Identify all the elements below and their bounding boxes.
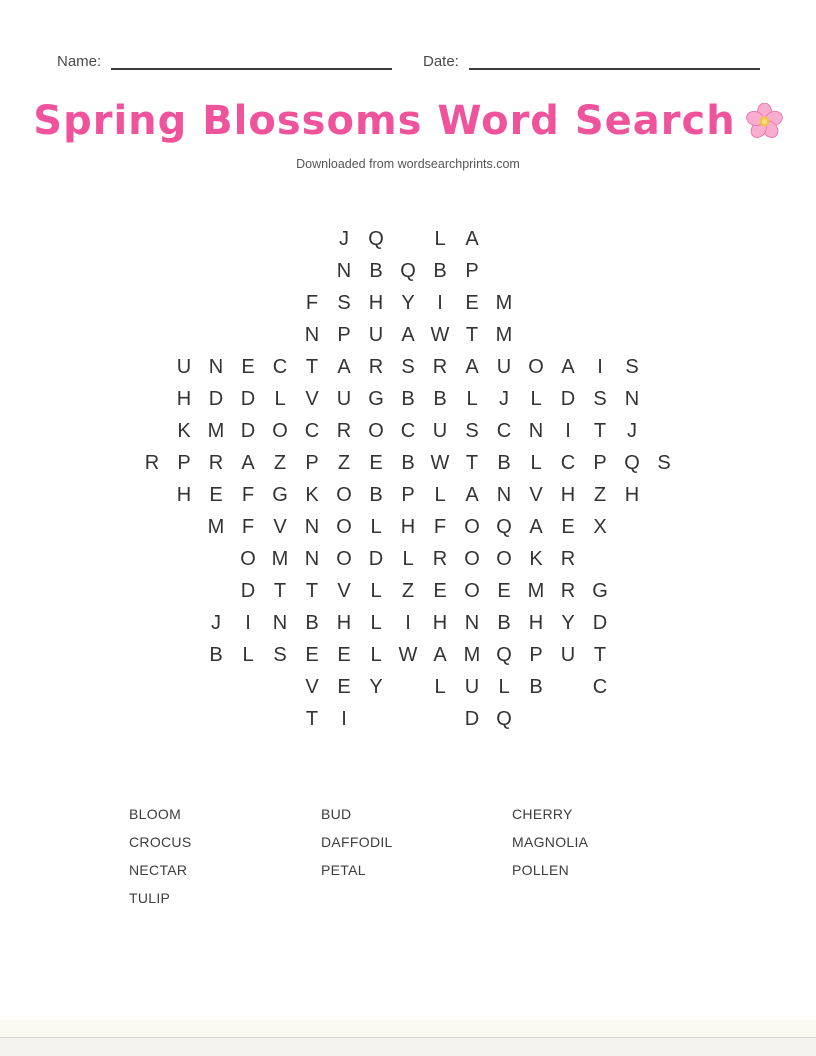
grid-cell: I — [405, 611, 411, 634]
grid-cell: L — [530, 387, 542, 410]
grid-cell — [136, 607, 168, 639]
grid-cell: A — [465, 355, 479, 378]
grid-cell: D — [464, 707, 480, 730]
grid-cell: B — [497, 611, 511, 634]
grid-cell: M — [207, 515, 225, 538]
grid-cell: E — [433, 579, 447, 602]
grid-cell — [200, 671, 232, 703]
grid-cell: J — [339, 227, 349, 250]
grid-cell: U — [464, 675, 480, 698]
grid-cell: C — [400, 419, 416, 442]
grid-cell — [648, 703, 680, 735]
grid-cell: H — [432, 611, 448, 634]
grid-cell: A — [337, 355, 351, 378]
grid-cell — [648, 351, 680, 383]
grid-cell — [552, 671, 584, 703]
grid-cell: F — [433, 515, 447, 538]
grid-cell: H — [624, 483, 640, 506]
grid-cell — [616, 671, 648, 703]
grid-cell — [168, 319, 200, 351]
grid-cell: M — [463, 643, 481, 666]
grid-cell: E — [465, 291, 479, 314]
grid-cell: K — [177, 419, 191, 442]
grid-cell: E — [561, 515, 575, 538]
grid-cell: N — [272, 611, 288, 634]
grid-cell: L — [242, 643, 254, 666]
grid-cell: B — [497, 451, 511, 474]
grid-cell: K — [529, 547, 543, 570]
grid-cell: S — [465, 419, 479, 442]
grid-cell: B — [209, 643, 223, 666]
grid-cell: P — [177, 451, 191, 474]
grid-cell — [648, 287, 680, 319]
grid-cell — [168, 671, 200, 703]
grid-cell — [648, 319, 680, 351]
grid-cell — [520, 287, 552, 319]
cherry-blossom-icon — [746, 103, 783, 140]
grid-cell: Q — [400, 259, 416, 282]
grid-cell — [584, 287, 616, 319]
grid-cell — [616, 511, 648, 543]
grid-cell: E — [337, 643, 351, 666]
grid-cell — [200, 319, 232, 351]
grid-cell: C — [272, 355, 288, 378]
grid-cell: O — [464, 547, 480, 570]
grid-cell — [136, 351, 168, 383]
grid-cell: T — [593, 419, 607, 442]
grid-cell — [520, 255, 552, 287]
grid-cell: Q — [496, 643, 512, 666]
word-list-item: CROCUS — [129, 834, 192, 850]
grid-cell: V — [529, 483, 543, 506]
grid-cell: M — [207, 419, 225, 442]
page-bottom-gray-band — [0, 1037, 816, 1056]
grid-cell — [616, 543, 648, 575]
word-list-item: PETAL — [321, 862, 366, 878]
grid-cell: P — [593, 451, 607, 474]
grid-cell: Q — [368, 227, 384, 250]
grid-cell: I — [341, 707, 347, 730]
grid-cell — [584, 319, 616, 351]
grid-cell: B — [305, 611, 319, 634]
grid-cell — [168, 575, 200, 607]
grid-cell: H — [400, 515, 416, 538]
grid-cell — [584, 223, 616, 255]
grid-cell — [168, 287, 200, 319]
grid-cell: T — [305, 707, 319, 730]
grid-cell — [168, 543, 200, 575]
grid-cell — [136, 223, 168, 255]
grid-cell — [136, 543, 168, 575]
grid-cell: Y — [561, 611, 575, 634]
grid-cell: O — [464, 579, 480, 602]
grid-cell: G — [592, 579, 608, 602]
grid-cell: F — [305, 291, 319, 314]
grid-cell: B — [529, 675, 543, 698]
grid-cell: H — [368, 291, 384, 314]
grid-cell: M — [271, 547, 289, 570]
grid-cell: N — [464, 611, 480, 634]
grid-cell — [264, 671, 296, 703]
grid-cell — [616, 319, 648, 351]
grid-cell: C — [496, 419, 512, 442]
name-field — [57, 52, 392, 72]
grid-cell: O — [464, 515, 480, 538]
grid-cell — [136, 415, 168, 447]
grid-cell: E — [497, 579, 511, 602]
grid-cell: M — [527, 579, 545, 602]
grid-cell: K — [305, 483, 319, 506]
grid-cell — [296, 255, 328, 287]
grid-cell: R — [432, 547, 448, 570]
grid-cell: L — [370, 579, 382, 602]
grid-cell: S — [273, 643, 287, 666]
grid-cell — [584, 255, 616, 287]
grid-cell — [264, 703, 296, 735]
grid-cell — [232, 319, 264, 351]
grid-cell: B — [369, 483, 383, 506]
grid-cell — [648, 607, 680, 639]
grid-cell — [392, 223, 424, 255]
grid-cell: A — [561, 355, 575, 378]
grid-cell — [200, 703, 232, 735]
grid-cell — [424, 703, 456, 735]
grid-cell — [136, 671, 168, 703]
grid-cell: T — [465, 323, 479, 346]
grid-cell: Y — [369, 675, 383, 698]
word-list-item: DAFFODIL — [321, 834, 393, 850]
grid-cell: A — [241, 451, 255, 474]
grid-cell: Q — [624, 451, 640, 474]
grid-cell: E — [209, 483, 223, 506]
grid-cell: L — [370, 643, 382, 666]
grid-cell: L — [466, 387, 478, 410]
grid-cell — [136, 703, 168, 735]
grid-cell: U — [496, 355, 512, 378]
grid-cell: N — [304, 515, 320, 538]
grid-cell: D — [240, 387, 256, 410]
grid-cell — [648, 639, 680, 671]
grid-cell — [136, 511, 168, 543]
grid-cell — [136, 479, 168, 511]
grid-cell: U — [336, 387, 352, 410]
grid-cell — [584, 703, 616, 735]
grid-cell: R — [368, 355, 384, 378]
grid-cell — [616, 575, 648, 607]
grid-cell — [200, 223, 232, 255]
grid-cell — [552, 319, 584, 351]
grid-cell: R — [336, 419, 352, 442]
grid-cell: L — [498, 675, 510, 698]
grid-cell: H — [560, 483, 576, 506]
grid-cell — [648, 223, 680, 255]
grid-cell — [360, 703, 392, 735]
grid-cell: P — [529, 643, 543, 666]
grid-cell: L — [274, 387, 286, 410]
grid-cell — [648, 255, 680, 287]
grid-cell: L — [370, 611, 382, 634]
grid-cell: C — [592, 675, 608, 698]
grid-cell: Q — [496, 707, 512, 730]
grid-cell — [232, 287, 264, 319]
grid-cell: I — [245, 611, 251, 634]
grid-cell: N — [304, 323, 320, 346]
source-credit: Downloaded from wordsearchprints.com — [296, 157, 520, 171]
name-label: Name: — [57, 53, 102, 70]
grid-cell: R — [560, 579, 576, 602]
grid-cell: V — [305, 675, 319, 698]
grid-cell: L — [402, 547, 414, 570]
grid-cell: I — [437, 291, 443, 314]
grid-cell: W — [430, 323, 450, 346]
grid-cell: O — [272, 419, 288, 442]
grid-cell — [552, 287, 584, 319]
grid-cell — [616, 255, 648, 287]
grid-cell: W — [430, 451, 450, 474]
grid-cell: F — [241, 515, 255, 538]
grid-cell — [648, 671, 680, 703]
grid-cell — [168, 255, 200, 287]
grid-cell — [616, 703, 648, 735]
grid-cell — [616, 287, 648, 319]
grid-cell: H — [336, 611, 352, 634]
grid-cell: D — [560, 387, 576, 410]
grid-cell: N — [624, 387, 640, 410]
grid-cell: D — [368, 547, 384, 570]
grid-cell: S — [625, 355, 639, 378]
grid-cell — [296, 223, 328, 255]
page-title-text: Spring Blossoms Word Search — [33, 98, 736, 144]
grid-cell: V — [337, 579, 351, 602]
grid-cell: D — [240, 579, 256, 602]
grid-cell: P — [401, 483, 415, 506]
word-list-item: NECTAR — [129, 862, 188, 878]
grid-cell — [584, 543, 616, 575]
grid-cell: X — [593, 515, 607, 538]
word-list — [129, 800, 712, 912]
grid-cell: P — [337, 323, 351, 346]
word-list-item: BUD — [321, 806, 352, 822]
grid-cell — [136, 575, 168, 607]
grid-cell: U — [368, 323, 384, 346]
grid-cell: R — [144, 451, 160, 474]
grid-cell — [616, 639, 648, 671]
grid-cell: N — [336, 259, 352, 282]
grid-cell — [168, 607, 200, 639]
grid-cell: L — [434, 227, 446, 250]
page-title — [0, 96, 816, 146]
grid-cell: U — [560, 643, 576, 666]
grid-cell — [552, 255, 584, 287]
grid-cell — [232, 223, 264, 255]
grid-cell: N — [208, 355, 224, 378]
grid-cell — [136, 383, 168, 415]
grid-cell: J — [499, 387, 509, 410]
grid-cell: Z — [273, 451, 287, 474]
grid-cell — [520, 319, 552, 351]
grid-cell: V — [305, 387, 319, 410]
grid-cell: D — [240, 419, 256, 442]
grid-cell: U — [176, 355, 192, 378]
grid-cell — [136, 287, 168, 319]
grid-cell: P — [465, 259, 479, 282]
grid-cell — [648, 415, 680, 447]
grid-cell — [552, 223, 584, 255]
grid-cell — [648, 383, 680, 415]
grid-cell: Z — [337, 451, 351, 474]
grid-cell: A — [401, 323, 415, 346]
grid-cell — [616, 607, 648, 639]
grid-cell: T — [305, 355, 319, 378]
grid-cell — [264, 287, 296, 319]
grid-cell: A — [465, 483, 479, 506]
grid-cell: L — [370, 515, 382, 538]
grid-cell — [648, 543, 680, 575]
word-search-grid — [136, 223, 680, 735]
grid-cell — [232, 671, 264, 703]
grid-cell: O — [336, 483, 352, 506]
grid-cell: C — [304, 419, 320, 442]
grid-cell: G — [272, 483, 288, 506]
grid-cell: I — [597, 355, 603, 378]
grid-cell: J — [627, 419, 637, 442]
grid-cell: S — [593, 387, 607, 410]
grid-cell — [200, 575, 232, 607]
grid-cell: D — [592, 611, 608, 634]
grid-cell: G — [368, 387, 384, 410]
grid-cell: T — [273, 579, 287, 602]
grid-cell: V — [273, 515, 287, 538]
grid-cell — [136, 639, 168, 671]
grid-cell: H — [176, 483, 192, 506]
grid-cell — [552, 703, 584, 735]
grid-cell: B — [433, 259, 447, 282]
grid-cell — [616, 223, 648, 255]
grid-cell: R — [208, 451, 224, 474]
grid-cell — [392, 703, 424, 735]
grid-cell — [232, 255, 264, 287]
word-list-item: TULIP — [129, 890, 171, 906]
grid-cell: J — [211, 611, 221, 634]
word-list-item: MAGNOLIA — [512, 834, 589, 850]
grid-cell: O — [336, 515, 352, 538]
date-label: Date: — [423, 53, 459, 70]
grid-cell: E — [305, 643, 319, 666]
grid-cell: I — [565, 419, 571, 442]
grid-cell: F — [241, 483, 255, 506]
grid-cell: Z — [401, 579, 415, 602]
grid-cell: U — [432, 419, 448, 442]
grid-cell: S — [657, 451, 671, 474]
grid-cell: R — [560, 547, 576, 570]
grid-cell: O — [240, 547, 256, 570]
grid-cell: S — [337, 291, 351, 314]
word-list-item: CHERRY — [512, 806, 573, 822]
date-field — [423, 52, 760, 72]
grid-cell — [264, 255, 296, 287]
grid-cell: R — [432, 355, 448, 378]
grid-cell — [168, 511, 200, 543]
grid-cell: L — [434, 483, 446, 506]
grid-cell: H — [176, 387, 192, 410]
name-blank-line — [111, 52, 392, 70]
grid-cell: T — [465, 451, 479, 474]
grid-cell: Z — [593, 483, 607, 506]
grid-cell — [200, 287, 232, 319]
grid-cell: E — [369, 451, 383, 474]
grid-cell — [264, 319, 296, 351]
grid-cell: O — [496, 547, 512, 570]
grid-cell — [648, 575, 680, 607]
grid-cell — [136, 319, 168, 351]
grid-cell: E — [241, 355, 255, 378]
grid-cell — [648, 511, 680, 543]
grid-cell: N — [528, 419, 544, 442]
grid-cell: D — [208, 387, 224, 410]
date-blank-line — [469, 52, 760, 70]
grid-cell: O — [528, 355, 544, 378]
grid-cell — [168, 223, 200, 255]
word-list-item: BLOOM — [129, 806, 182, 822]
grid-cell: P — [305, 451, 319, 474]
grid-cell — [488, 255, 520, 287]
grid-cell: H — [528, 611, 544, 634]
grid-cell — [648, 479, 680, 511]
grid-cell — [392, 671, 424, 703]
grid-cell — [264, 223, 296, 255]
word-list-item: POLLEN — [512, 862, 570, 878]
grid-cell — [136, 255, 168, 287]
grid-cell: B — [401, 387, 415, 410]
grid-cell — [232, 703, 264, 735]
grid-cell: N — [304, 547, 320, 570]
grid-cell: E — [337, 675, 351, 698]
grid-cell: L — [530, 451, 542, 474]
grid-cell: Y — [401, 291, 415, 314]
grid-cell: B — [401, 451, 415, 474]
grid-cell — [488, 223, 520, 255]
grid-cell: M — [495, 291, 513, 314]
grid-cell: M — [495, 323, 513, 346]
grid-cell: N — [496, 483, 512, 506]
grid-cell: O — [368, 419, 384, 442]
grid-cell: O — [336, 547, 352, 570]
grid-cell: B — [433, 387, 447, 410]
grid-cell — [168, 639, 200, 671]
page-bottom-cream-band — [0, 1020, 816, 1037]
grid-cell: A — [529, 515, 543, 538]
grid-cell: Q — [496, 515, 512, 538]
grid-cell: S — [401, 355, 415, 378]
grid-cell: B — [369, 259, 383, 282]
grid-cell: W — [398, 643, 418, 666]
grid-cell — [520, 703, 552, 735]
grid-cell: A — [465, 227, 479, 250]
grid-cell — [520, 223, 552, 255]
grid-cell: C — [560, 451, 576, 474]
grid-cell — [168, 703, 200, 735]
grid-cell: T — [305, 579, 319, 602]
grid-cell — [200, 255, 232, 287]
grid-cell: L — [434, 675, 446, 698]
grid-cell: A — [433, 643, 447, 666]
grid-cell: T — [593, 643, 607, 666]
grid-cell — [200, 543, 232, 575]
